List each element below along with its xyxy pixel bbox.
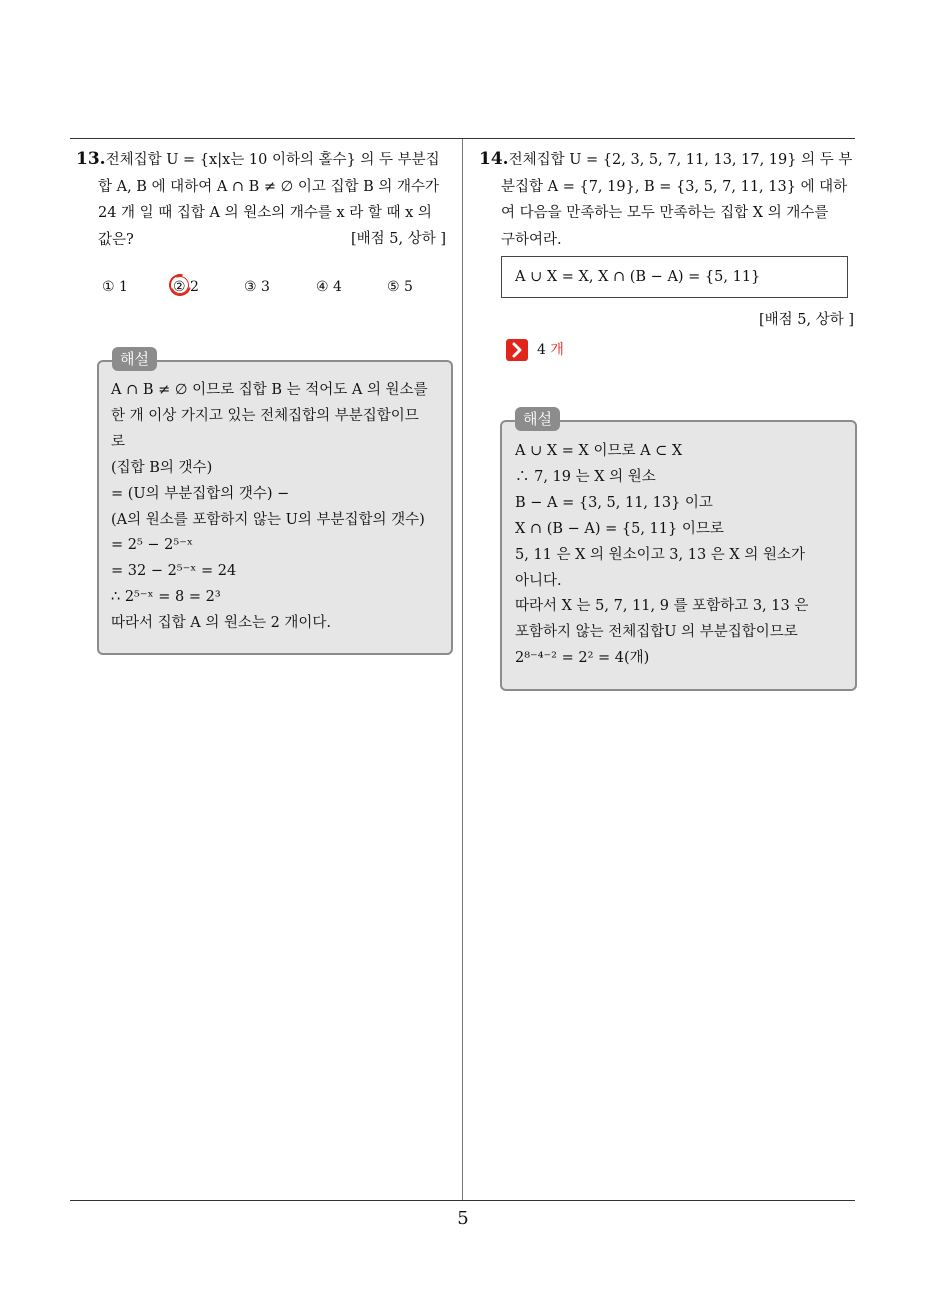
- question-13-line: 값은?: [98, 231, 134, 248]
- explanation-line: 따라서 X 는 5, 7, 11, 9 를 포함하고 3, 13 은: [515, 598, 809, 615]
- question-13-line: 13.전체집합 U = {x|x는 10 이하의 홀수} 의 두 부분집: [76, 149, 440, 169]
- explanation-line: ∴ 2⁵⁻ˣ = 8 = 2³: [111, 589, 221, 606]
- chevron-right-icon: [506, 339, 528, 361]
- choice-2[interactable]: ② 2: [173, 279, 199, 295]
- explanation-13-body: [111, 378, 428, 637]
- explanation-line: 한 개 이상 가지고 있는 전체집합의 부분집합이므: [111, 407, 419, 424]
- question-14-score: [배점 5, 상하 ]: [759, 312, 855, 328]
- explanation-box-14: [500, 420, 857, 691]
- question-14-line: 14.전체집합 U = {2, 3, 5, 7, 11, 13, 17, 19} 의 두 부: [479, 149, 853, 169]
- explanation-line: 아니다.: [515, 572, 562, 589]
- question-13-choices: [100, 279, 440, 299]
- answer-value: 4: [537, 342, 546, 358]
- page-number: 5: [457, 1208, 469, 1229]
- choice-4[interactable]: ④ 4: [316, 279, 342, 295]
- answer-unit: 개: [550, 342, 564, 358]
- choice-3[interactable]: ③ 3: [244, 279, 270, 295]
- condition-box: A ∪ X = X, X ∩ (B − A) = {5, 11}: [501, 256, 848, 298]
- explanation-line: 포함하지 않는 전체집합U 의 부분집합이므로: [515, 624, 798, 641]
- column-divider: [462, 139, 463, 1201]
- explanation-line: B − A = {3, 5, 11, 13} 이고: [515, 494, 713, 511]
- question-14-line: 여 다음을 만족하는 모두 만족하는 집합 X 의 개수를: [501, 205, 829, 221]
- explanation-line: = 2⁵ − 2⁵⁻ˣ: [111, 537, 194, 554]
- bottom-rule: [70, 1200, 855, 1201]
- question-13-number: 13.: [76, 149, 106, 169]
- explanation-label-13: 해설: [112, 347, 157, 371]
- explanation-line: 따라서 집합 A 의 원소는 2 개이다.: [111, 615, 332, 632]
- question-13-score: [배점 5, 상하 ]: [351, 231, 447, 247]
- explanation-box-13: [97, 360, 453, 655]
- answer-14: [537, 339, 564, 359]
- question-13-line: 합 A, B 에 대하여 A ∩ B ≠ ∅ 이고 집합 B 의 개수가: [98, 178, 440, 195]
- choice-5[interactable]: ⑤ 5: [387, 279, 413, 295]
- explanation-line: (집합 B의 갯수): [111, 459, 213, 476]
- explanation-line: 로: [111, 433, 126, 450]
- explanation-line: X ∩ (B − A) = {5, 11} 이므로: [515, 520, 724, 537]
- question-14-number: 14.: [479, 149, 509, 169]
- choice-1[interactable]: ① 1: [102, 279, 128, 295]
- explanation-line: 5, 11 은 X 의 원소이고 3, 13 은 X 의 원소가: [515, 546, 805, 563]
- question-13-line: 24 개 일 때 집합 A 의 원소의 개수를 x 라 할 때 x 의: [98, 205, 432, 221]
- explanation-14-body: [515, 439, 808, 672]
- explanation-line: = 32 − 2⁵⁻ˣ = 24: [111, 563, 237, 580]
- question-14-line: 분집합 A = {7, 19}, B = {3, 5, 7, 11, 13} 에 대하: [501, 178, 848, 195]
- explanation-line: = (U의 부분집합의 갯수) −: [111, 485, 290, 502]
- explanation-line: A ∩ B ≠ ∅ 이므로 집합 B 는 적어도 A 의 원소를: [111, 382, 428, 398]
- explanation-line: ∴ 7, 19 는 X 의 원소: [515, 468, 656, 485]
- explanation-line: A ∪ X = X 이므로 A ⊂ X: [515, 443, 683, 459]
- explanation-line: 2⁸⁻⁴⁻² = 2² = 4(개): [515, 650, 650, 667]
- explanation-label-14: 해설: [515, 407, 560, 431]
- question-14-line: 구하여라.: [501, 231, 562, 248]
- question-14-text: [479, 146, 852, 253]
- explanation-line: (A의 원소를 포함하지 않는 U의 부분집합의 갯수): [111, 511, 425, 528]
